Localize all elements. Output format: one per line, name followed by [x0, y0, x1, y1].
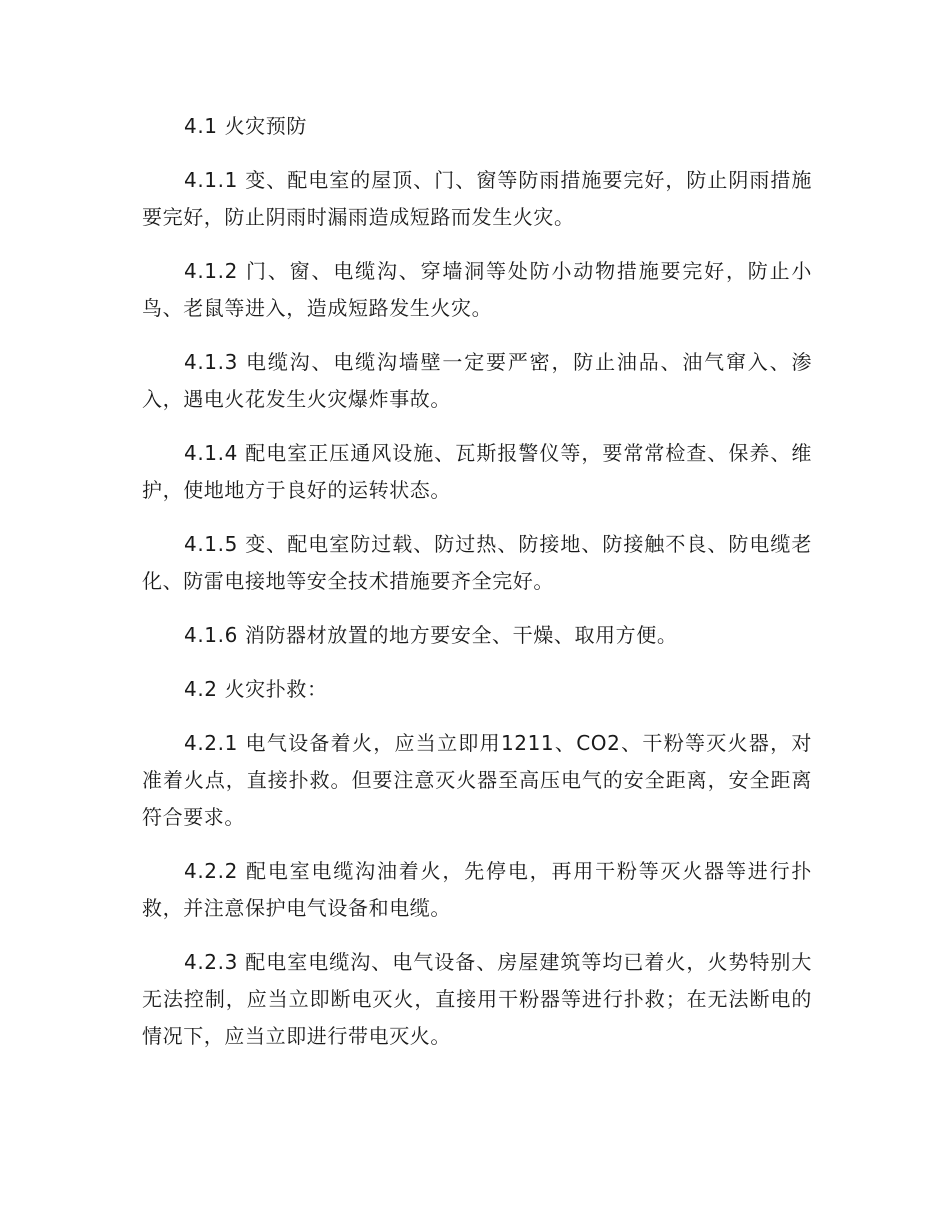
paragraph-4-2-1: 4.2.1 电气设备着火，应当立即用1211、CO2、干粉等灭火器，对准着火点，直接扑救。但要注意灭火器至高压电气的安全距离，安全距离符合要求。 [142, 731, 812, 829]
section-heading-4-1: 4.1 火灾预防 [184, 114, 307, 138]
section-heading-4-2: 4.2 火灾扑救： [184, 677, 328, 701]
paragraph-4-1-6: 4.1.6 消防器材放置的地方要安全、干燥、取用方便。 [184, 623, 678, 647]
paragraph-4-1-3: 4.1.3 电缆沟、电缆沟墙壁一定要严密，防止油品、油气窜入、渗入，遇电火花发生火灾爆炸事故。 [142, 350, 812, 411]
paragraph-4-2-3: 4.2.3 配电室电缆沟、电气设备、房屋建筑等均已着火，火势特别大无法控制，应当立即断电灭火，直接用干粉器等进行扑救；在无法断电的情况下，应当立即进行带电灭火。 [142, 950, 812, 1048]
paragraph-4-1-5: 4.1.5 变、配电室防过载、防过热、防接地、防接触不良、防电缆老化、防雷电接地等安全技术措施要齐全完好。 [142, 532, 812, 593]
paragraph-4-1-1: 4.1.1 变、配电室的屋顶、门、窗等防雨措施要完好，防止阴雨措施要完好，防止阴雨时漏雨造成短路而发生火灾。 [142, 168, 812, 229]
paragraph-4-1-2: 4.1.2 门、窗、电缆沟、穿墙洞等处防小动物措施要完好，防止小鸟、老鼠等进入，造成短路发生火灾。 [142, 259, 812, 320]
document-body [142, 108, 812, 1072]
paragraph-4-1-4: 4.1.4 配电室正压通风设施、瓦斯报警仪等，要常常检查、保养、维护，使地地方于良好的运转状态。 [142, 441, 812, 502]
paragraph-4-2-2: 4.2.2 配电室电缆沟油着火，先停电，再用干粉等灭火器等进行扑救，并注意保护电气设备和电缆。 [142, 859, 812, 920]
